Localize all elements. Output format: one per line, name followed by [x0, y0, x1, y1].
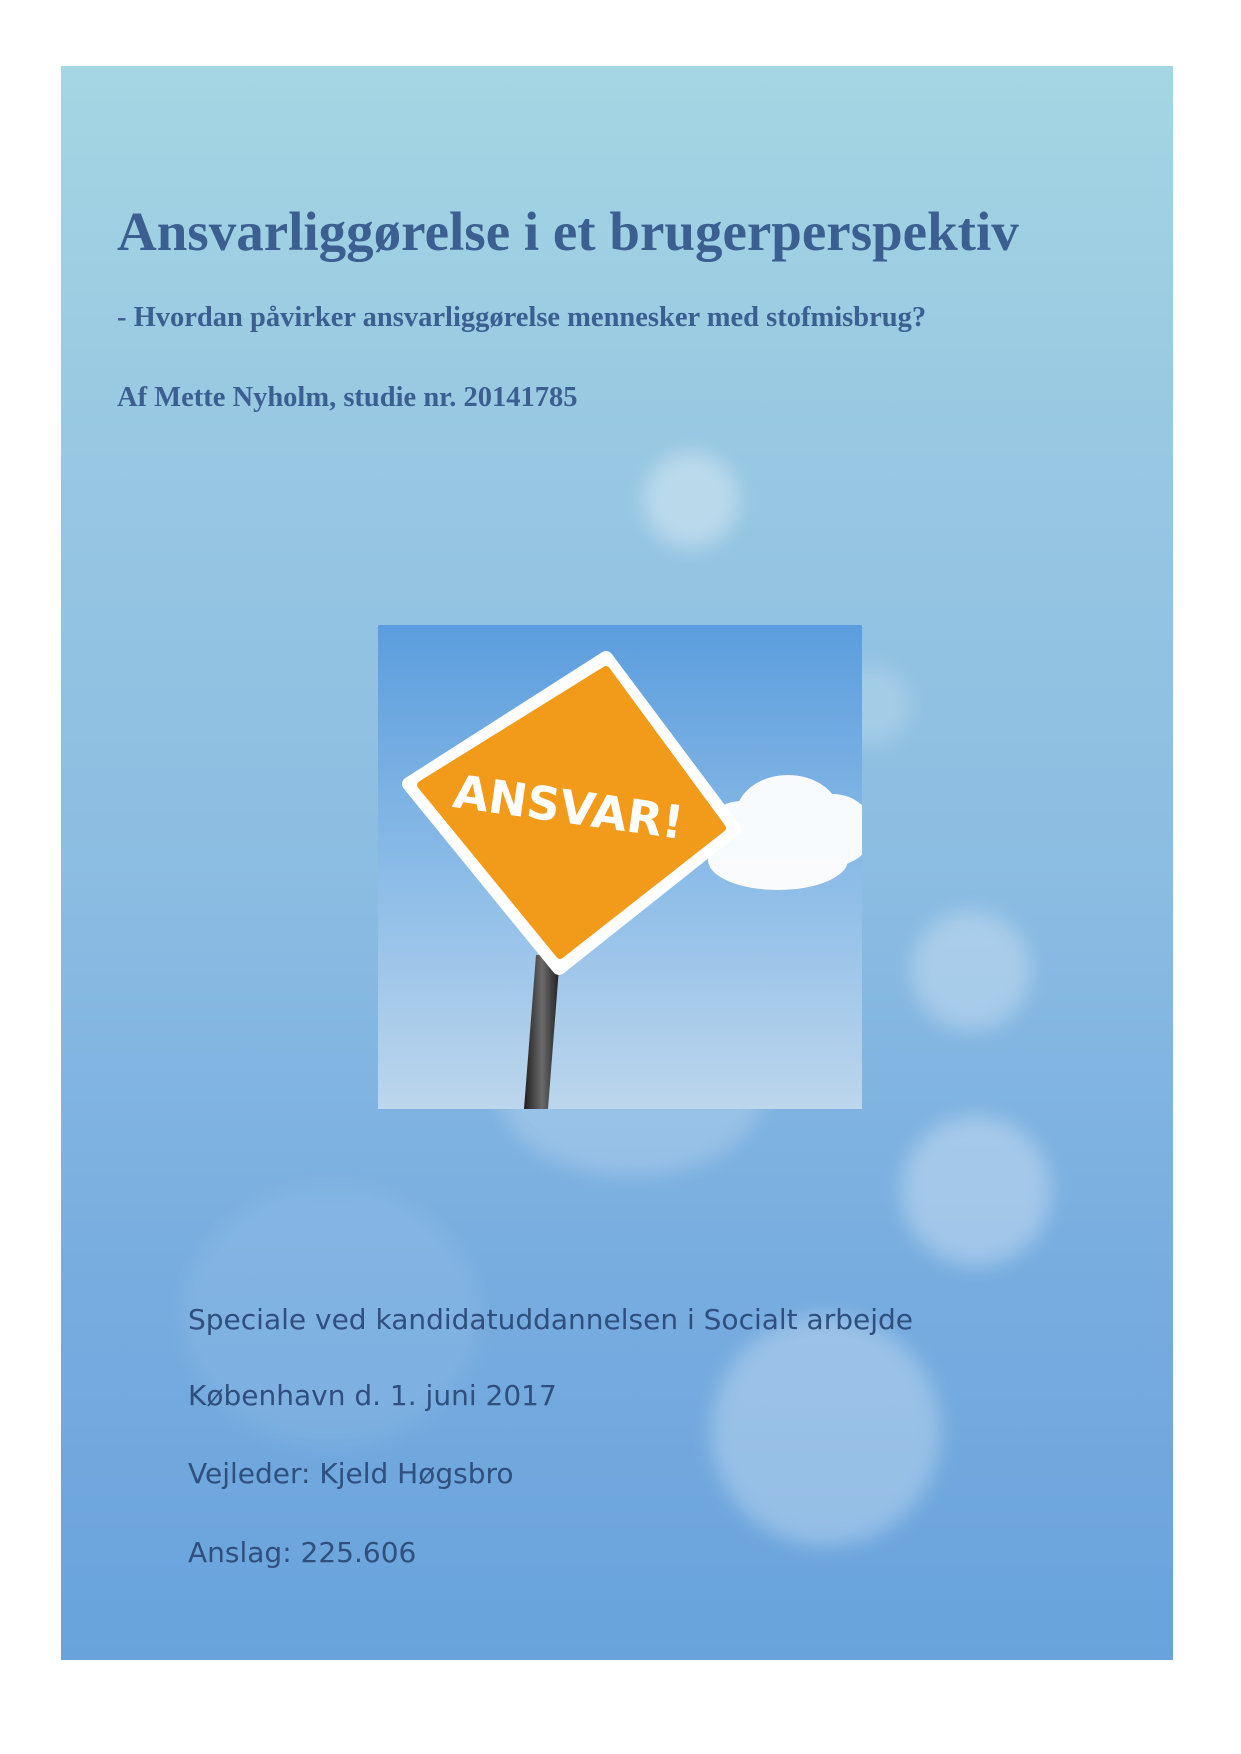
document-subtitle: - Hvordan påvirker ansvarliggørelse mennesker med stofmisbrug? [117, 302, 927, 333]
document-title: Ansvarliggørelse i et brugerperspektiv [117, 201, 1019, 262]
character-count-line: Anslag: 225.606 [188, 1536, 417, 1569]
author-line: Af Mette Nyholm, studie nr. 20141785 [117, 382, 578, 413]
supervisor-line: Vejleder: Kjeld Høgsbro [188, 1457, 514, 1490]
program-line: Speciale ved kandidatuddannelsen i Socialt arbejde [188, 1303, 914, 1336]
ansvar-sign-image [378, 625, 862, 1109]
bokeh-light [911, 911, 1031, 1031]
bokeh-light [643, 452, 739, 548]
sign-text: ANSVAR! [449, 764, 687, 850]
place-date-line: København d. 1. juni 2017 [188, 1379, 557, 1412]
cover-page [61, 66, 1173, 1660]
bokeh-light [901, 1116, 1051, 1266]
bokeh-light [711, 1316, 941, 1546]
